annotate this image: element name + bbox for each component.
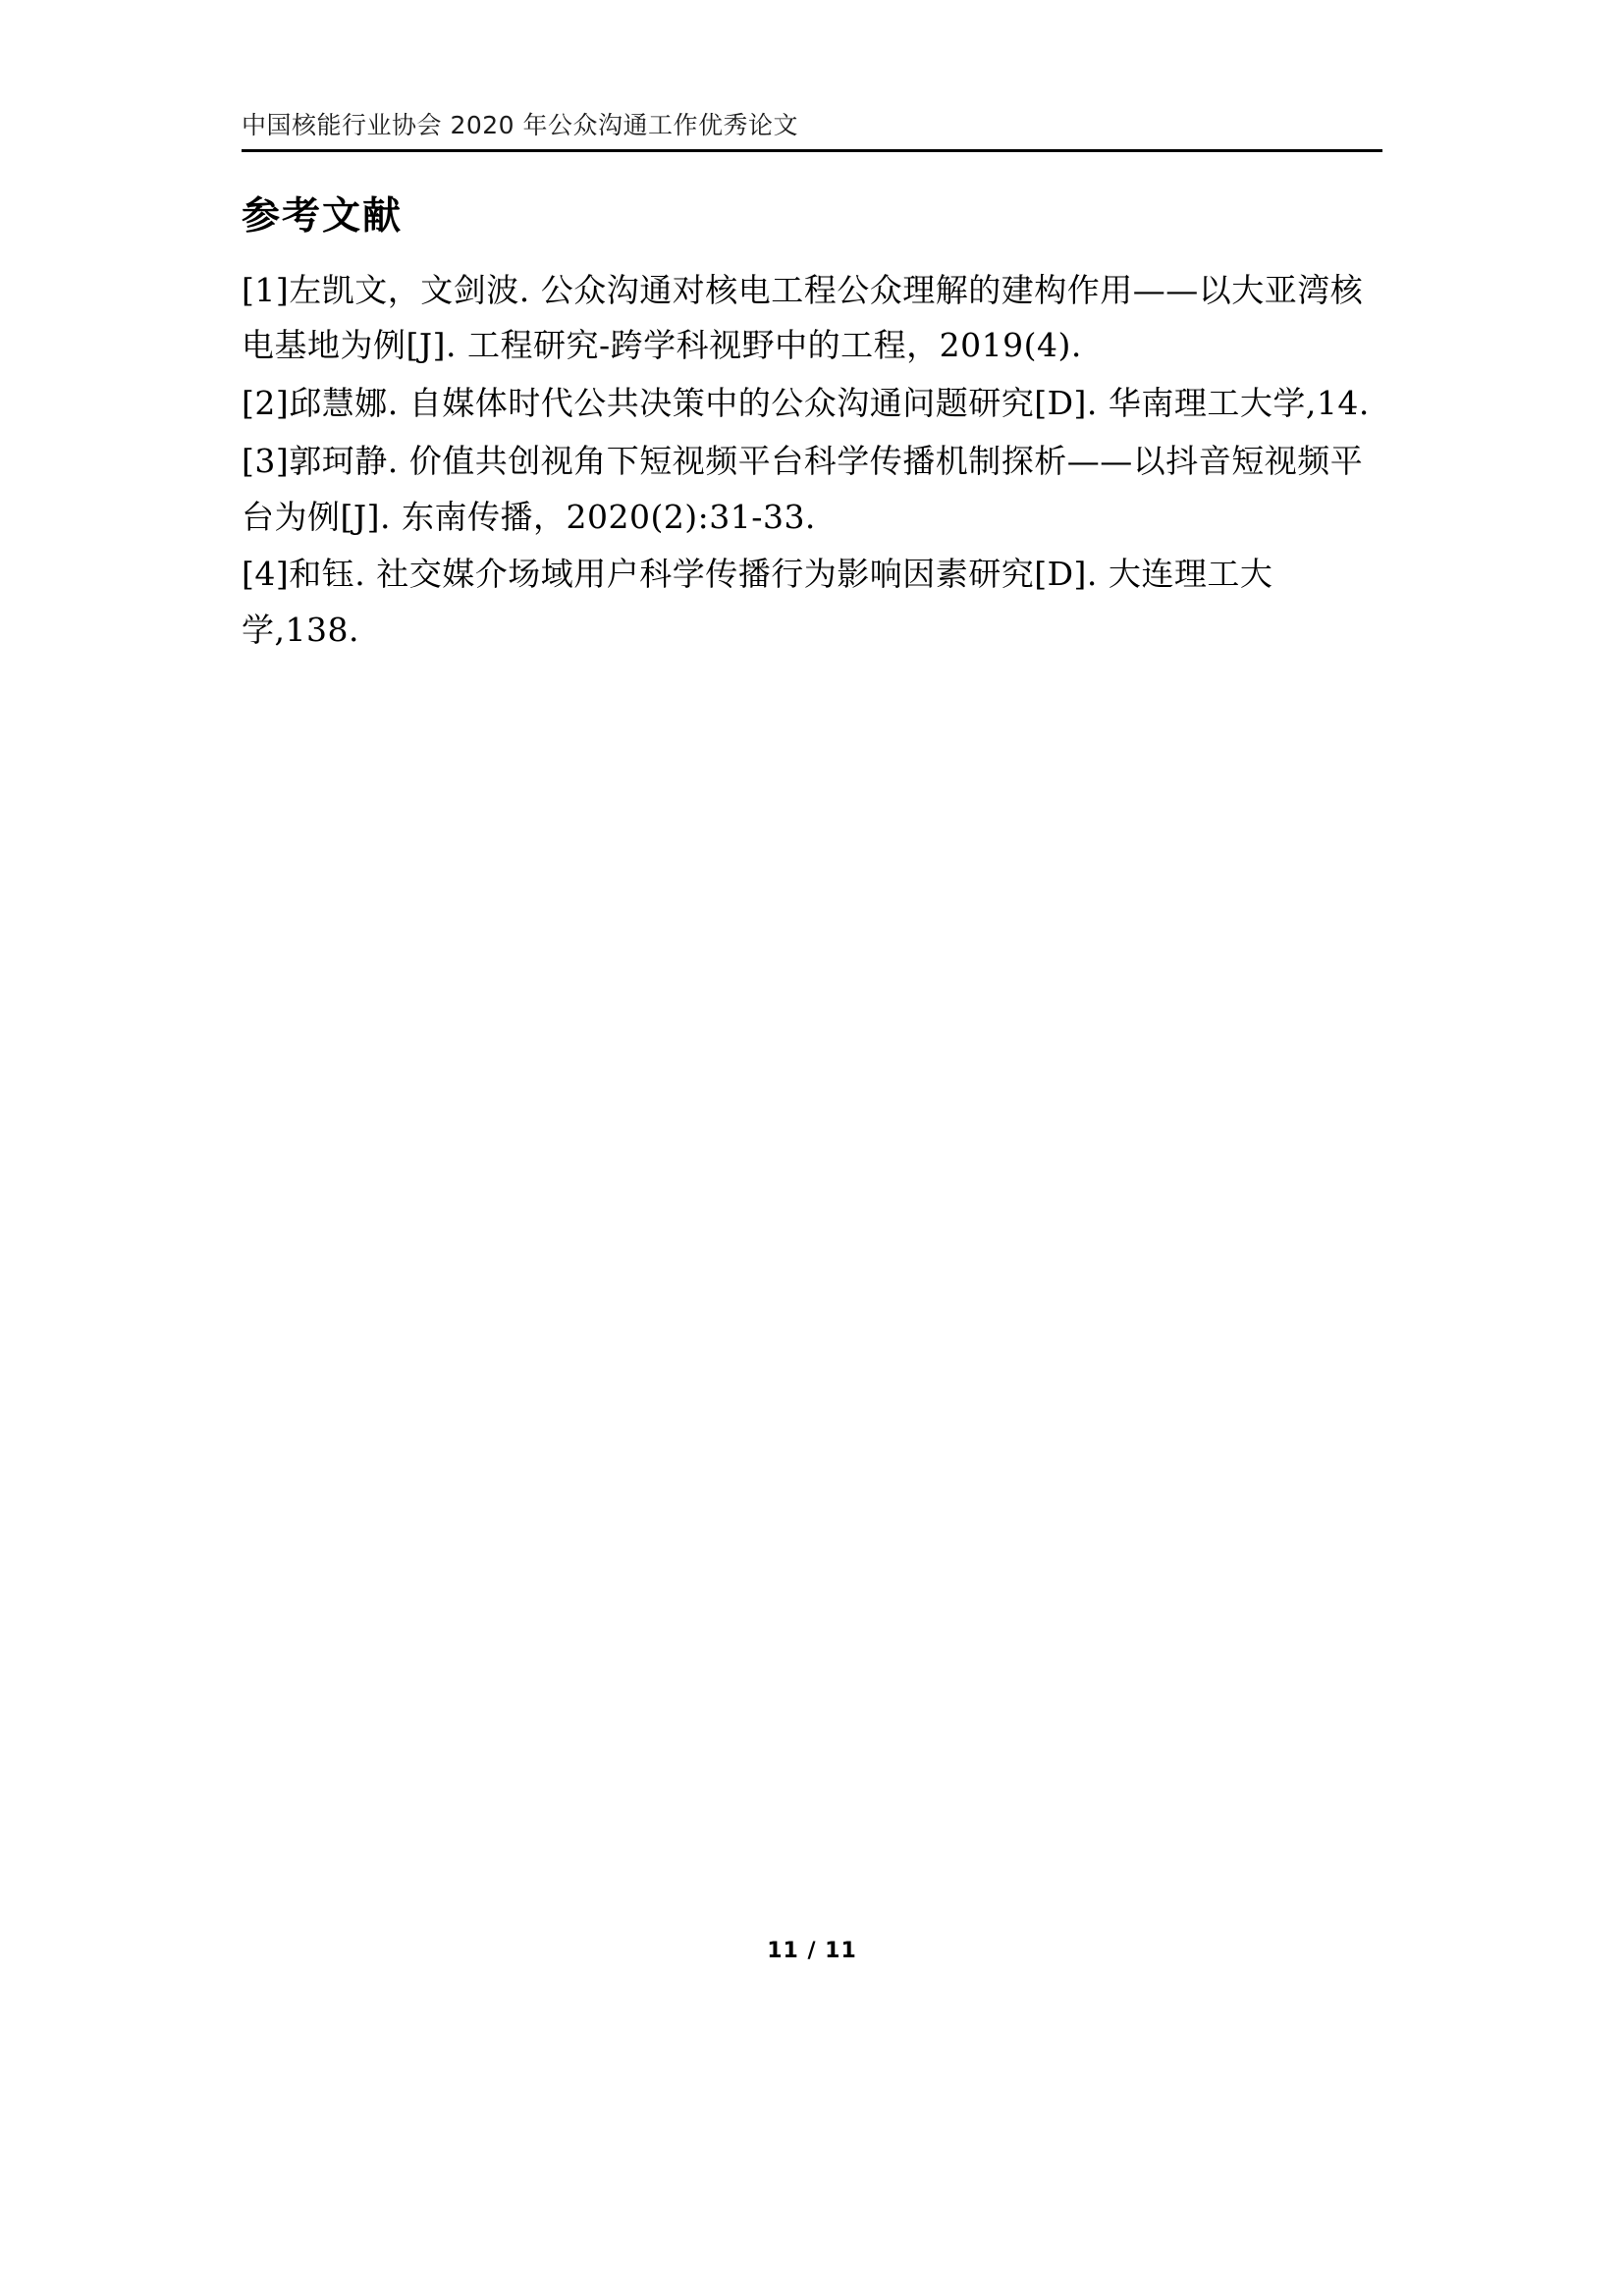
reference-list — [242, 263, 1385, 659]
running-title: 中国核能行业协会 2020 年公众沟通工作优秀论文 — [242, 111, 799, 139]
page-footer — [0, 1939, 1624, 1963]
list-item: [2]邱慧娜. 自媒体时代公共决策中的公众沟通问题研究[D]. 华南理工大学,14. — [242, 384, 1370, 423]
page-title: 参考文献 — [242, 193, 404, 239]
page-number: 11 / 11 — [767, 1939, 857, 1963]
list-item: [3]郭珂静. 价值共创视角下短视频平台科学传播机制探析——以抖音短视频平台为例[J]. 东南传播，2020(2):31-33. — [242, 441, 1364, 536]
page-content — [242, 191, 1385, 661]
page-header — [242, 106, 1382, 152]
list-item: [1]左凯文，文剑波. 公众沟通对核电工程公众理解的建构作用——以大亚湾核电基地为例[J]. 工程研究-跨学科视野中的工程，2019(4). — [242, 270, 1364, 365]
list-item: [4]和钰. 社交媒介场域用户科学传播行为影响因素研究[D]. 大连理工大学,138. — [242, 555, 1273, 650]
